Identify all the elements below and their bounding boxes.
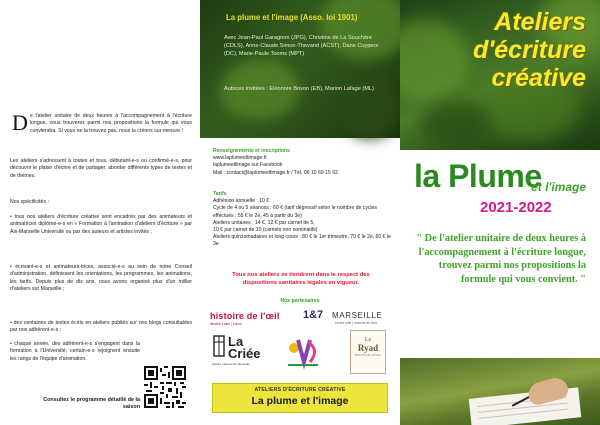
tarifs-heading: Tarifs [213,191,227,197]
marseille-logo: MARSEILLE [332,311,383,320]
tarif-cycle: Cycle de 4 ou 5 séances : 60 € (tarif dégressif selon le nombre de cycles effectués : 55 € le 2e, 45 à partir du 3e) [213,205,377,219]
tarif-adhesion: Adhésion annuelle : 10 € [213,198,270,205]
facebook-link[interactable]: laplumeetlimage sur Facebook [213,162,283,169]
season-year: 2021-2022 [480,199,552,216]
cover-title-line-1: Ateliers [494,8,586,36]
intro-paragraph [12,110,192,135]
partners-heading: Nos partenaires [280,298,320,304]
le-ryad-subtitle: BOUTIQUE HÔTEL [354,353,382,357]
histoire-de-loeil-logo: histoire de l'œil [210,311,280,321]
tarif-unitaire: Ateliers unitaires : 14 €, 12 € par carnet de 5, [213,219,315,226]
paragraph-specific-1: • tous nos ateliers d'écriture créative sont encadrés par des animateurs et animatrices diplômé-e-s en « Formation à l'animation d'ateliers d'écriture » par Aix-Marseille Université ou par des auteurs et artistes invités ; [10,214,192,235]
le-ryad-name: Ryad [357,343,379,353]
writing-hand-photo [400,358,600,425]
la-criee-logo [212,332,272,370]
plume-heading: la Plume [414,158,542,194]
paragraph-specifics-heading: Nos spécificités : [10,199,49,205]
la-criee-subtitle: théâtre national de Marseille [212,362,250,366]
website-link[interactable]: www.laplumeetlimage.fr [213,155,267,162]
banner-title: La plume et l'image [251,395,349,407]
tarif-long-cours: Ateliers quinzomadaires et long cours : 80 € le 1er trimestre, 70 € le 2e, 60 € le 3e [213,234,391,248]
marseille-subtitle: centre-ville | marché du livre [335,321,378,325]
sanitary-notice: Tous nos ateliers se tiendront dans le respect des dispositions sanitaires légales en vigueur. [232,272,370,286]
association-title: La plume et l'image (Asso. loi 1901) [226,13,358,22]
paragraph-specific-3: • des centaines de textes écrits en ateliers publiés sur nos blogs consultables par nos adhérent-e-s ; [10,320,192,334]
one-and-seven-logo: 1&7 [303,309,324,321]
qr-code[interactable] [144,366,186,408]
contact-heading: Renseignements et inscriptions [213,148,290,154]
paragraph-audience: Les ateliers s'adressent à toutes et tous, débutant-e-s ou confirmé-e-s, pour découvrir le plaisir d'écrire et de partager, aborder différents types de textes et de thèmes. [10,158,192,179]
banner-subtitle: ATELIERS D'ÉCRITURE CRÉATIVE [254,387,346,393]
brand-banner [212,383,388,413]
tarifs-section [213,191,393,249]
le-ryad-logo [350,330,386,374]
cover-quote: " De l'atelier unitaire de deux heures à l'accompagnement à l'écriture longue, trouvez parmi nos propositions la formule qui vous convient. " [416,233,586,285]
authors-list: Avec Jean-Paul Garagnon (JPG), Christine de La Souchère (CDLS), Anne-Claude Simon-Thevand (ACST), Dane Cuypers (DC), Marie-Paule Tooms (MPT) [224,35,379,57]
intro-text: e l'atelier unitaire de deux heures à l'accompagnement à l'écriture longue, vous trouverez parmi nos propositions la formule qui vous conviendra. Si vous ne la trouvez pas, nous la créons sur mesure ! [29,113,192,134]
left-panel [0,0,200,425]
histoire-de-loeil-subtitle: librairie | café | expos [210,322,242,326]
dropcap: D [12,110,28,135]
qr-caption: Consultez le programme détaillé de la saison [43,397,140,410]
paragraph-specific-4: • chaque année, des adhérent-e-s s'engagent dans la formation à l'Université, certain-e-s rejoignent ensuite les rangs de l'équipe d'animation. [10,341,140,362]
right-panel [400,0,600,425]
cover-title [406,8,586,92]
vd-logo [284,334,324,370]
cover-title-line-3: créative [491,64,586,92]
le-ryad-le: Le [364,337,372,343]
middle-panel [200,0,400,425]
la-criee-text: La Criée [228,334,261,361]
contact-mail-phone: Mail : contact@laplumeetlimage.fr / Tél. 06 10 69 15 92 [213,169,338,176]
cover-title-line-2: d'écriture [473,36,586,64]
paragraph-specific-2: • écrivant-e-s et animateurs-trices, associé-e-s au sein de notre Conseil d'administration, définissent les orientations, les programmes, les animations, les tarifs. Depuis plus de dix ans, nous avons organisé plus d'un millier d'ateliers sur Marseille ; [10,264,192,293]
contact-section [213,148,393,177]
tarif-carnet: 10 € par carnet de 10 (carnets non nominatifs) [213,227,318,234]
image-subheading: et l'image [531,180,586,194]
guest-authors: Autrices invitées : Eléonore Bovon (EB), Marion Lafage (ML) [224,86,374,92]
